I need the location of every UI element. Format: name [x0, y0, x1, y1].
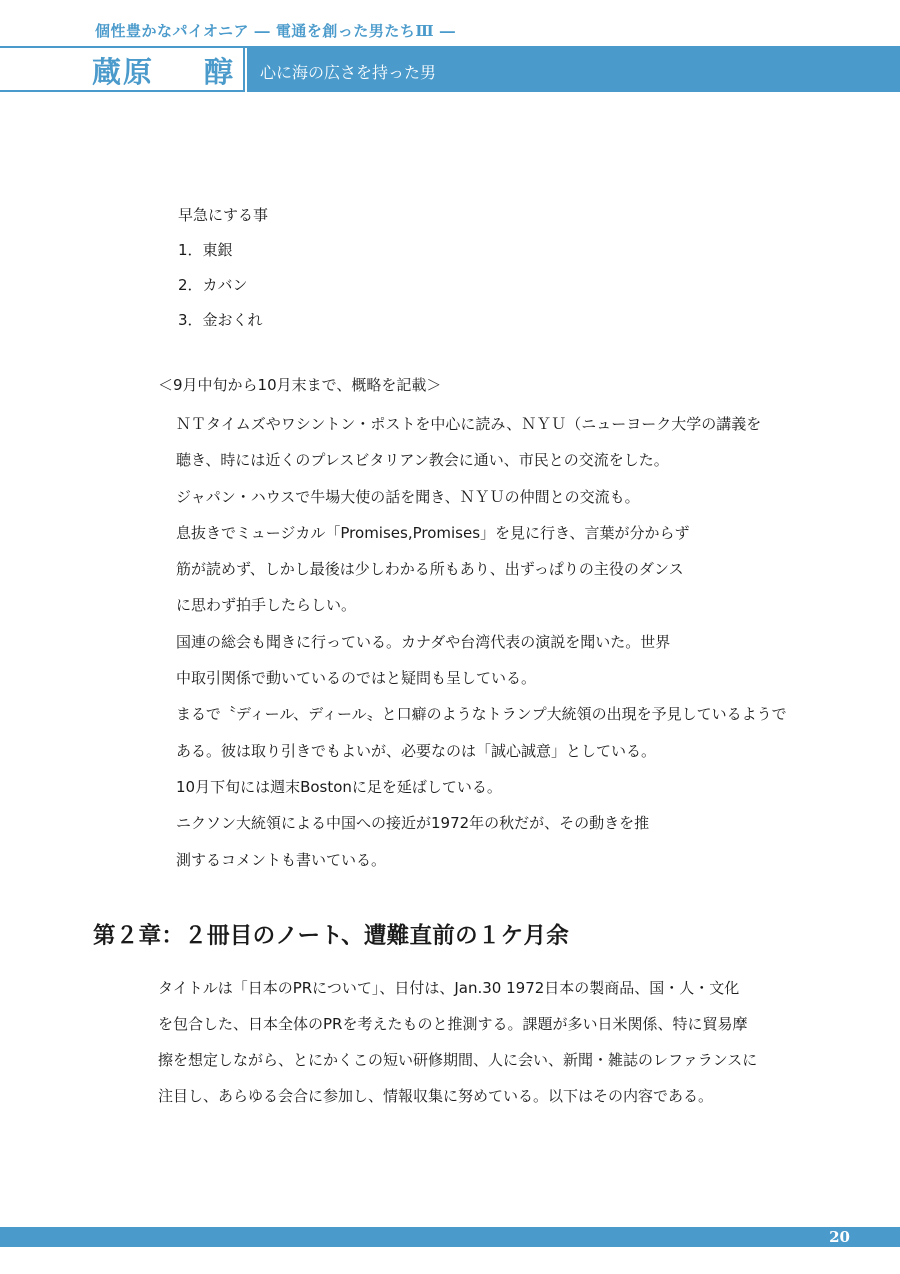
- summary-line: まるで〝ディール、ディール〟と口癖のようなトランプ大統領の出現を予見しているようで: [176, 705, 787, 724]
- subtitle-band: [247, 48, 900, 92]
- summary-line: 10月下旬には週末Bostonに足を延ばしている。: [176, 777, 502, 796]
- chapter-body: [158, 970, 757, 1114]
- summary-line: 息抜きでミュージカル「Promises,Promises」を見に行き、言葉が分からず: [176, 523, 690, 542]
- summary-line: ニクソン大統領による中国への接近が1972年の秋だが、その動きを推: [176, 814, 650, 833]
- person-name-family: 蔵原: [92, 55, 155, 89]
- chapter-line: を包合した、日本全体のPRを考えたものと推測する。課題が多い日米関係、特に貿易摩: [158, 1015, 748, 1033]
- summary-line: 中取引関係で動いているのではと疑問も呈している。: [176, 669, 537, 688]
- footer-band: [0, 1227, 900, 1247]
- todo-item: 3．金おくれ: [178, 311, 263, 329]
- chapter-heading: 第２章：２冊目のノート、遭難直前の１ケ月余: [93, 923, 570, 949]
- summary-line: 測するコメントも書いている。: [176, 850, 387, 869]
- summary-line: 筋が読めず、しかし最後は少しわかる所もあり、出ずっぱりの主役のダンス: [176, 560, 684, 579]
- person-name: [92, 50, 235, 91]
- summary-heading: ＜9月中旬から10月末まで、概略を記載＞: [158, 376, 442, 394]
- todo-item: 1．東銀: [178, 241, 233, 259]
- subtitle: 心に海の広さを持った男: [260, 63, 437, 82]
- chapter-line: タイトルは「日本のPRについて」、日付は、Jan.30 1972日本の製商品、国・人・文化: [158, 979, 740, 997]
- todo-heading: 早急にする事: [178, 206, 269, 224]
- summary-body: [176, 406, 787, 878]
- summary-line: ＮＴタイムズやワシントン・ポストを中心に読み、ＮＹＵ（ニューヨーク大学の講義を: [176, 415, 762, 433]
- summary-line: 国連の総会も聞きに行っている。カナダや台湾代表の演説を聞いた。世界: [176, 632, 671, 651]
- summary-line: ある。彼は取り引きでもよいが、必要なのは「誠心誠意」としている。: [176, 741, 657, 760]
- series-title: 個性豊かなパイオニア ― 電通を創った男たちⅢ ―: [95, 22, 456, 40]
- summary-line: に思わず拍手したらしい。: [176, 596, 357, 615]
- page-number: 20: [829, 1228, 850, 1246]
- chapter-line: 擦を想定しながら、とにかくこの短い研修期間、人に会い、新聞・雑誌のレファランスに: [158, 1051, 758, 1069]
- summary-line: 聴き、時には近くのプレスビタリアン教会に通い、市民との交流をした。: [176, 451, 669, 470]
- chapter-line: 注目し、あらゆる会合に参加し、情報収集に努めている。以下はその内容である。: [158, 1087, 714, 1105]
- todo-list: [178, 198, 268, 338]
- person-name-given: 醇: [204, 55, 236, 89]
- summary-line: ジャパン・ハウスで牛場大使の話を聞き、ＮＹＵの仲間との交流も。: [176, 487, 640, 506]
- todo-item: 2．カバン: [178, 276, 248, 294]
- name-box: [0, 48, 245, 92]
